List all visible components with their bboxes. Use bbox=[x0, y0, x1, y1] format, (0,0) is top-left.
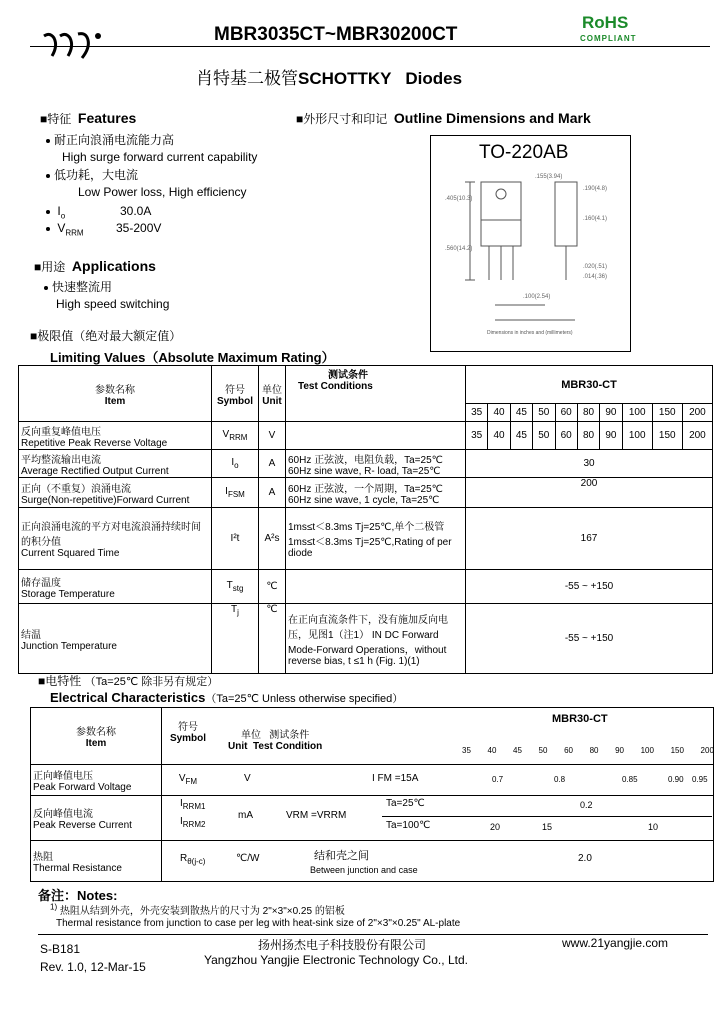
svg-text:.190(4.8): .190(4.8) bbox=[583, 186, 608, 192]
lt-col-item: 参数名称 Item bbox=[19, 366, 212, 422]
lt-row-tstg: 储存温度 Storage Temperature $T_{stg}$ ℃ -55 ~ +150 bbox=[19, 570, 713, 604]
notes-heading: 备注：Notes: bbox=[38, 888, 118, 903]
package-name: TO-220AB bbox=[479, 142, 569, 163]
lt-col-unit: 单位 Unit bbox=[259, 366, 286, 422]
notes-line-cn: $^{1)}$ 热阻从结到外壳，外壳安装到散热片的尺寸为 2"×3"×0.25 的铝板 bbox=[50, 902, 345, 917]
applications-heading: ■用途 Applications bbox=[34, 258, 156, 274]
svg-text:.560(14.2): .560(14.2) bbox=[445, 246, 473, 252]
svg-text:.160(4.1): .160(4.1) bbox=[583, 216, 608, 222]
part-number-title: MBR3035CT~MBR30200CT bbox=[214, 24, 458, 45]
header-rule bbox=[30, 46, 710, 47]
company-cn: 扬州扬杰电子科技股份有限公司 bbox=[258, 938, 427, 952]
lt-row-vrrm: 反向重复峰值电压 Repetitive Peak Reverse Voltage $V_{RRM}$ V 35 40 45 50 60 80 90 100 150 200 bbox=[19, 422, 713, 450]
et-voltage-row: 35 40 45 50 60 80 90 100 150 200 bbox=[462, 746, 714, 755]
application-en: High speed switching bbox=[56, 297, 170, 311]
outline-heading: ■外形尺寸和印记 Outline Dimensions and Mark bbox=[296, 110, 591, 126]
lt-row-tj: 结温 Junction Temperature $T_j$ ℃ 在正向直流条件下，没有施加反向电压，见图1（注1） IN DC Forward Mode-Forward Operations，without reverse bias, t ≤1 h (Fig. 1)(1) -55 ~ +150 bbox=[19, 604, 713, 674]
feature-1-en: High surge forward current capability bbox=[62, 150, 258, 164]
rohs-badge: RoHS bbox=[582, 13, 629, 32]
et-row-rth: 热阻 Thermal Resistance $R_{\theta(j-c)}$ ℃/W 结和壳之间 Between junction and case 2.0 bbox=[31, 841, 714, 882]
electrical-table bbox=[30, 707, 714, 882]
svg-text:.020(.51): .020(.51) bbox=[583, 264, 608, 270]
application-cn: 快速整流用 bbox=[44, 278, 112, 295]
outline-box bbox=[430, 135, 631, 352]
io-value: 30.0A bbox=[120, 204, 152, 218]
vrrm-value: 35-200V bbox=[116, 221, 162, 235]
footer-rule bbox=[38, 934, 708, 935]
et-row-ir: 反向峰值电流 Peak Reverse Current $I_{RRM1}$ $I_{RRM2}$ mA VRM =VRRM Ta=25℃ Ta=100℃ 0.2 20 15 10 bbox=[31, 796, 714, 841]
feature-1-cn: 耐正向浪涌电流能力高 bbox=[46, 131, 174, 148]
lt-row-ifsm: 正向（不重复）浪涌电流 Surge(Non-repetitive)Forward Current $I_{FSM}$ A 60Hz 正弦波，一个周期，Ta=25℃ 60Hz sine wave, 1 cycle, Ta=25℃ 200 bbox=[19, 478, 713, 508]
limiting-table bbox=[18, 365, 713, 674]
feature-2-cn: 低功耗，大电流 bbox=[46, 166, 138, 183]
limiting-heading-en: Limiting Values（Absolute Maximum Rating） bbox=[50, 350, 335, 365]
lt-series: MBR30-CT bbox=[466, 366, 713, 404]
limiting-heading-cn: ■极限值（绝对最大额定值） bbox=[30, 329, 182, 343]
revision: Rev. 1.0, 12-Mar-15 bbox=[40, 960, 146, 974]
lt-col-test: 测试条件 Test Conditions bbox=[286, 366, 466, 422]
et-row-vf: 正向峰值电压 Peak Forward Voltage $V_{FM}$ V I FM =15A 0.7 0.8 0.85 0.90 0.95 bbox=[31, 765, 714, 796]
package-drawing bbox=[435, 170, 625, 330]
lt-voltage-row: 35 40 45 50 60 80 90 100 150 200 bbox=[19, 404, 713, 422]
et-header-row: 参数名称 Item 符号 Symbol 单位 测试条件 Unit Test Condition MBR30-CT 35 40 45 50 60 80 90 100 150 200 bbox=[31, 708, 714, 765]
outline-note: Dimensions in inches and (millimeters) bbox=[487, 330, 573, 336]
subtitle-en: SCHOTTKY Diodes bbox=[298, 69, 463, 88]
company-logo bbox=[40, 28, 108, 62]
notes-line-en: Thermal resistance from junction to case per leg with heat-sink size of 2"×3"×0.25" AL-plate bbox=[56, 918, 461, 929]
subtitle bbox=[196, 64, 462, 89]
company-en: Yangzhou Yangjie Electronic Technology Co., Ltd. bbox=[204, 953, 468, 967]
lt-row-io: 平均整流输出电流 Average Rectified Output Current $I_o$ A 60Hz 正弦波，电阻负载，Ta=25℃ 60Hz sine wave, R- load, Ta=25℃ 30 bbox=[19, 450, 713, 478]
feature-2-en: Low Power loss, High efficiency bbox=[78, 185, 247, 199]
io-spec: $I_o$ bbox=[46, 204, 65, 220]
svg-text:.405(10.3): .405(10.3) bbox=[445, 196, 473, 202]
website: www.21yangjie.com bbox=[562, 936, 669, 950]
subtitle-cn: 肖特基二极管 bbox=[196, 69, 298, 88]
doc-id: S-B181 bbox=[40, 942, 81, 956]
svg-text:.100(2.54): .100(2.54) bbox=[523, 294, 551, 300]
lt-col-symbol: 符号 Symbol bbox=[212, 366, 259, 422]
features-heading: ■特征 Features bbox=[40, 110, 137, 126]
svg-text:.155(3.94): .155(3.94) bbox=[535, 174, 563, 180]
electrical-heading-cn: ■电特性 （Ta=25℃ 除非另有规定） bbox=[38, 674, 219, 688]
lt-row-i2t: 正向浪涌电流的平方对电流浪涌持续时间的积分值 Current Squared Time I²t A²s 1ms≤t＜8.3ms Tj=25℃,单个二极管 1ms≤t＜8.3ms Tj=25℃,Rating of per diode 167 bbox=[19, 508, 713, 570]
svg-text:.014(.36): .014(.36) bbox=[583, 274, 608, 280]
electrical-heading-en: Electrical Characteristics（Ta=25℃ Unless otherwise specified） bbox=[50, 690, 404, 705]
rohs-compliant: COMPLIANT bbox=[580, 34, 637, 43]
vrrm-spec: $V_{RRM}$ bbox=[46, 221, 84, 237]
